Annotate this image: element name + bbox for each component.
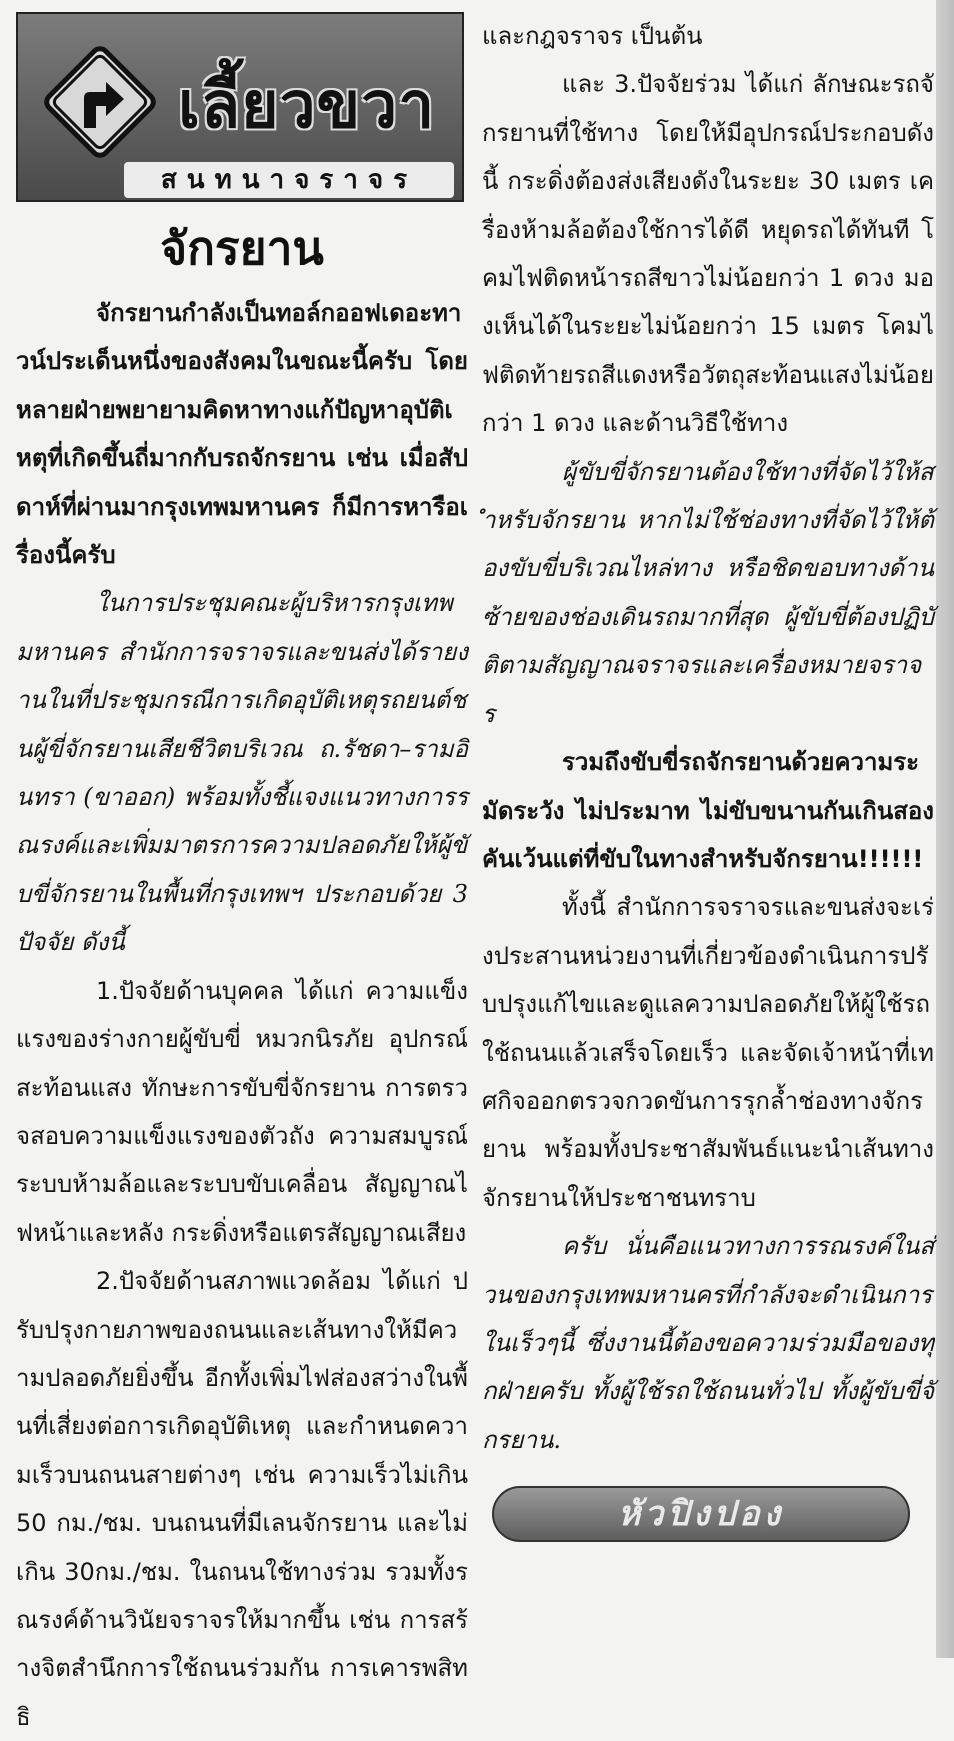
paragraph-factor-1: 1.ปัจจัยด้านบุคคล ได้แก่ ความแข็งแรงของร่างกายผู้ขับขี่ หมวกนิรภัย อุปกรณ์สะท้อนแสง ทักษะการขับขี่จักรยาน การตรวจสอบความแข็งแรงของตัวถัง ความสมบูรณ์ระบบห้ามล้อและระบบขับเคลื่อน สัญญาณไฟหน้าและหลัง กระดิ่งหรือแตรสัญญาณเสียง (16, 976, 468, 1247)
paragraph-rider-rules: ผู้ขับขี่จักรยานต้องใช้ทางที่จัดไว้ให้สำหรับจักรยาน หากไม่ใช้ช่องทางที่จัดไว้ให้ต้องขับขี่บริเวณไหล่ทาง หรือชิดขอบทางด้านซ้ายของช่องเดินรถมากที่สุด ผู้ขับขี่ต้องปฏิบัติตามสัญญาณจราจรและเครื่องหมายจราจร (482, 457, 934, 728)
paragraph-meeting: ในการประชุมคณะผู้บริหารกรุงเทพมหานคร สำนักการจราจรและขนส่งได้รายงานในที่ประชุมกรณีการเกิดอุบัติเหตุรถยนต์ชนผู้ขี่จักรยานเสียชีวิตบริเวณ ถ.รัชดา–รามอินทรา (ขาออก) พร้อมทั้งชี้แจงแนวทางการรณรงค์และเพิ่มมาตรการความปลอดภัยให้ผู้ขับขี่จักรยานในพื้นที่กรุงเทพฯ ประกอบด้วย 3 ปัจจัย ดังนี้ (16, 589, 468, 957)
paragraph-intro: จักรยานกำลังเป็นทอล์กออฟเดอะทาวน์ประเด็นหนึ่งของสังคมในขณะนี้ครับ โดยหลายฝ่ายพยายามคิดหาทางแก้ปัญหาอุบัติเหตุที่เกิดขึ้นถี่มากกับรถจักรยาน เช่น เมื่อสัปดาห์ที่ผ่านมากรุงเทพมหานคร ก็มีการหารือเรื่องนี้ครับ (16, 299, 468, 570)
paragraph-caution: รวมถึงขับขี่รถจักรยานด้วยความระมัดระวัง ไม่ประมาท ไม่ขับขนานกันเกินสองคันเว้นแต่ที่ขับในทางสำหรับจักรยาน!!!!!! (482, 748, 934, 873)
column-subtitle: สนทนาจราจร (124, 162, 454, 198)
page-edge-shadow (936, 0, 954, 1658)
turn-right-sign-icon (40, 42, 160, 162)
paragraph-action: ทั้งนี้ สำนักการจราจรและขนส่งจะเร่งประสานหน่วยงานที่เกี่ยวข้องดำเนินการปรับปรุงแก้ไขและดูแลความปลอดภัยให้ผู้ใช้รถใช้ถนนแล้วเสร็จโดยเร็ว และจัดเจ้าหน้าที่เทศกิจออกตรวจกวดขันการรุกล้ำช่องทางจักรยาน พร้อมทั้งประชาสัมพันธ์แนะนำเส้นทางจักรยานให้ประชาชนทราบ (482, 893, 934, 1212)
article-headline: จักรยาน (160, 221, 324, 275)
right-column (482, 12, 934, 1542)
paragraph-continued: และกฎจราจร เป็นต้น (482, 22, 703, 50)
paragraph-factor-2: 2.ปัจจัยด้านสภาพแวดล้อม ได้แก่ ปรับปรุงกายภาพของถนนและเส้นทางให้มีความปลอดภัยยิ่งขึ้น อีกทั้งเพิ่มไฟส่องสว่างในพื้นที่เสี่ยงต่อการเกิดอุบัติเหตุ และกำหนดความเร็วบนถนนสายต่างๆ เช่น ความเร็วไม่เกิน 50 กม./ชม. บนถนนที่มีเลนจักรยาน และไม่เกิน 30กม./ชม. ในถนนใช้ทางร่วม รวมทั้งรณรงค์ด้านวินัยจราจรให้มากขึ้น เช่น การสร้างจิตสำนึกการใช้ถนนร่วมกัน การเคารพสิทธิ (16, 1267, 468, 1731)
paragraph-factor-3: และ 3.ปัจจัยร่วม ได้แก่ ลักษณะรถจักรยานที่ใช้ทาง โดยให้มีอุปกรณ์ประกอบดังนี้ กระดิ่งต้องส่งเสียงดังในระยะ 30 เมตร เครื่องห้ามล้อต้องใช้การได้ดี หยุดรถได้ทันที โคมไฟติดหน้ารถสีขาวไม่น้อยกว่า 1 ดวง มองเห็นได้ในระยะไม่น้อยกว่า 15 เมตร โคมไฟติดท้ายรถสีแดงหรือวัตถุสะท้อนแสงไม่น้อยกว่า 1 ดวง และด้านวิธีใช้ทาง (482, 70, 934, 438)
column-title: เลี้ยวขวา (178, 69, 436, 143)
byline-badge: หัวปิงปอง (492, 1486, 910, 1542)
paragraph-closing: ครับ นั่นคือแนวทางการรณรงค์ในส่วนของกรุงเทพมหานครที่กำลังจะดำเนินการในเร็วๆนี้ ซึ่งงานนี้ต้องขอความร่วมมือของทุกฝ่ายครับ ทั้งผู้ใช้รถใช้ถนนทั่วไป ทั้งผู้ขับขี่จักรยาน. (482, 1232, 934, 1454)
left-column (16, 12, 468, 1741)
column-header (16, 12, 464, 202)
